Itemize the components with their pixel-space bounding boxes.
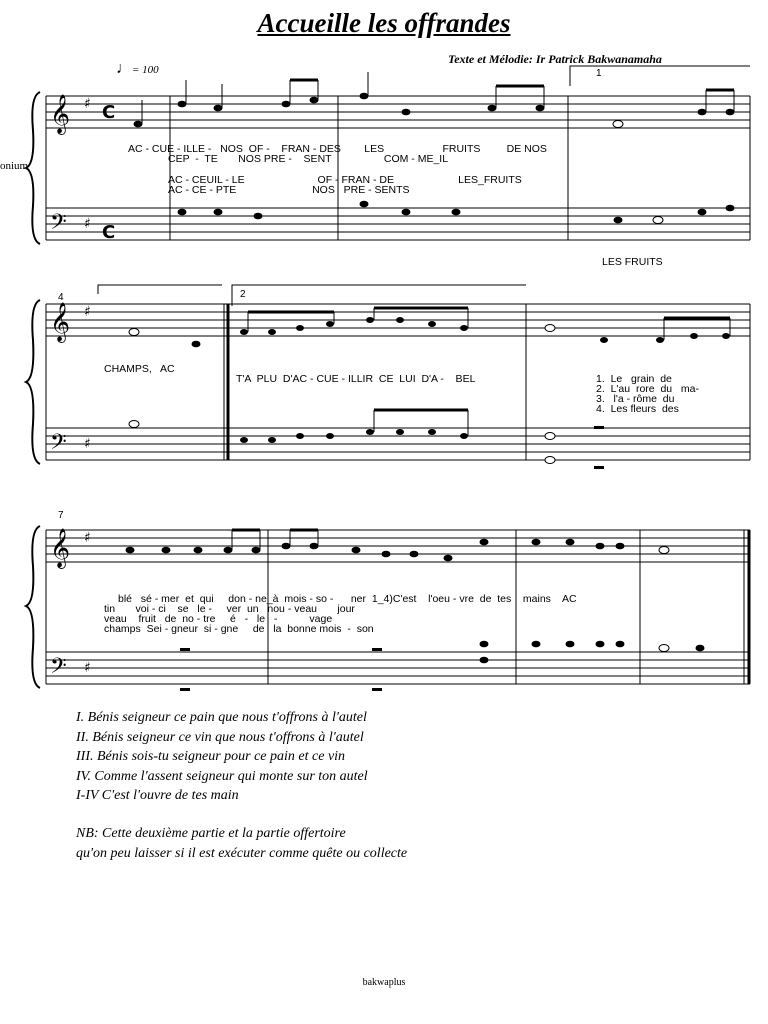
lyrics-s2-verse2: 2. L'au rore du ma-: [596, 383, 699, 395]
footer-text: bakwaplus: [362, 977, 406, 988]
verse-list: [76, 708, 368, 806]
measure-number-7: 7: [58, 510, 64, 521]
svg-text:♯: ♯: [84, 530, 91, 546]
volta-2-label: 2: [240, 289, 246, 300]
lyrics-s3-line3: veau fruit de no - tre é - le - vage: [104, 613, 333, 625]
lyrics-s1-line2: CEP - TE NOS PRE - SENT COM - ME_IL: [168, 153, 449, 165]
lyrics-s2-line1: CHAMPS, AC: [104, 363, 175, 375]
svg-text:C: C: [102, 222, 116, 243]
verse-item: I-IV C'est l'ouvre de tes main: [76, 788, 239, 803]
page-title: Accueille les offrandes: [257, 8, 511, 38]
lyrics-s1-line3: AC - CEUIL - LE OF - FRAN - DE LES_FRUITS: [168, 174, 522, 186]
svg-text:𝄢: 𝄢: [50, 430, 67, 460]
measure-number-4: 4: [58, 292, 64, 303]
lyrics-s3-line2: tin voi - ci se le - ver un nou - veau jour: [104, 603, 355, 615]
composer-credit: Texte et Mélodie: Ir Patrick Bakwanamaha: [448, 52, 662, 66]
sharp-icon: ♯: [84, 96, 91, 112]
lyrics-s2-verse3: 3. l'a - rôme du: [596, 393, 675, 405]
tempo-marking: ♩= 100: [116, 60, 159, 77]
quarter-note-icon: ♩: [116, 60, 132, 77]
verse-item: III. Bénis sois-tu seigneur pour ce pain et ce vin: [76, 749, 346, 764]
svg-text:♯: ♯: [84, 436, 91, 452]
lyrics-s2-verse4: 4. Les fleurs des: [596, 403, 679, 415]
svg-text:𝄞: 𝄞: [50, 302, 71, 342]
svg-text:♯: ♯: [84, 216, 91, 232]
svg-text:𝄞: 𝄞: [50, 528, 71, 568]
svg-text:♯: ♯: [84, 660, 91, 676]
note-line: NB: Cette deuxième partie et la partie offertoire: [76, 826, 346, 841]
volta-1-label: 1: [596, 68, 602, 79]
verse-item: II. Bénis seigneur ce vin que nous t'offrons à l'autel: [76, 729, 364, 745]
lyrics-s3-line1: blé sé - mer et qui don - ne_à mois - so - ner 1_4)C'est l'oeu - vre de tes mains AC: [118, 593, 577, 605]
verse-item: I. Bénis seigneur ce pain que nous t'offrons à l'autel: [76, 710, 367, 725]
svg-text:𝄢: 𝄢: [50, 654, 67, 684]
lyrics-s1-line1: AC - CUE - ILLE - NOS OF - FRAN - DES LES FRUITS DE NOS: [128, 143, 547, 155]
svg-text:♯: ♯: [84, 304, 91, 320]
verse-item: IV. Comme l'assent seigneur qui monte sur ton autel: [76, 768, 368, 784]
lyrics-s2-line2: T'A PLU D'AC - CUE - ILLIR CE LUI D'A - BEL: [236, 373, 476, 385]
lyrics-s1-line4: AC - CE - PTE NOS PRE - SENTS: [168, 184, 410, 196]
instrument-label: onium: [0, 160, 29, 172]
svg-text:C: C: [102, 102, 116, 123]
performance-note: [76, 824, 407, 863]
lyrics-s3-line4: champs Sei - gneur si - gne de la bonne mois - son: [104, 623, 374, 635]
treble-clef-icon: 𝄞: [50, 94, 71, 134]
lyrics-s2-verse1: 1. Le grain de: [596, 373, 672, 385]
system-1-staves: [46, 96, 750, 240]
lyrics-s1-line5: LES FRUITS: [602, 256, 663, 268]
bass-clef-icon: 𝄢: [50, 210, 67, 240]
note-line: qu'on peu laisser si il est exécuter comme quête ou collecte: [76, 845, 408, 861]
